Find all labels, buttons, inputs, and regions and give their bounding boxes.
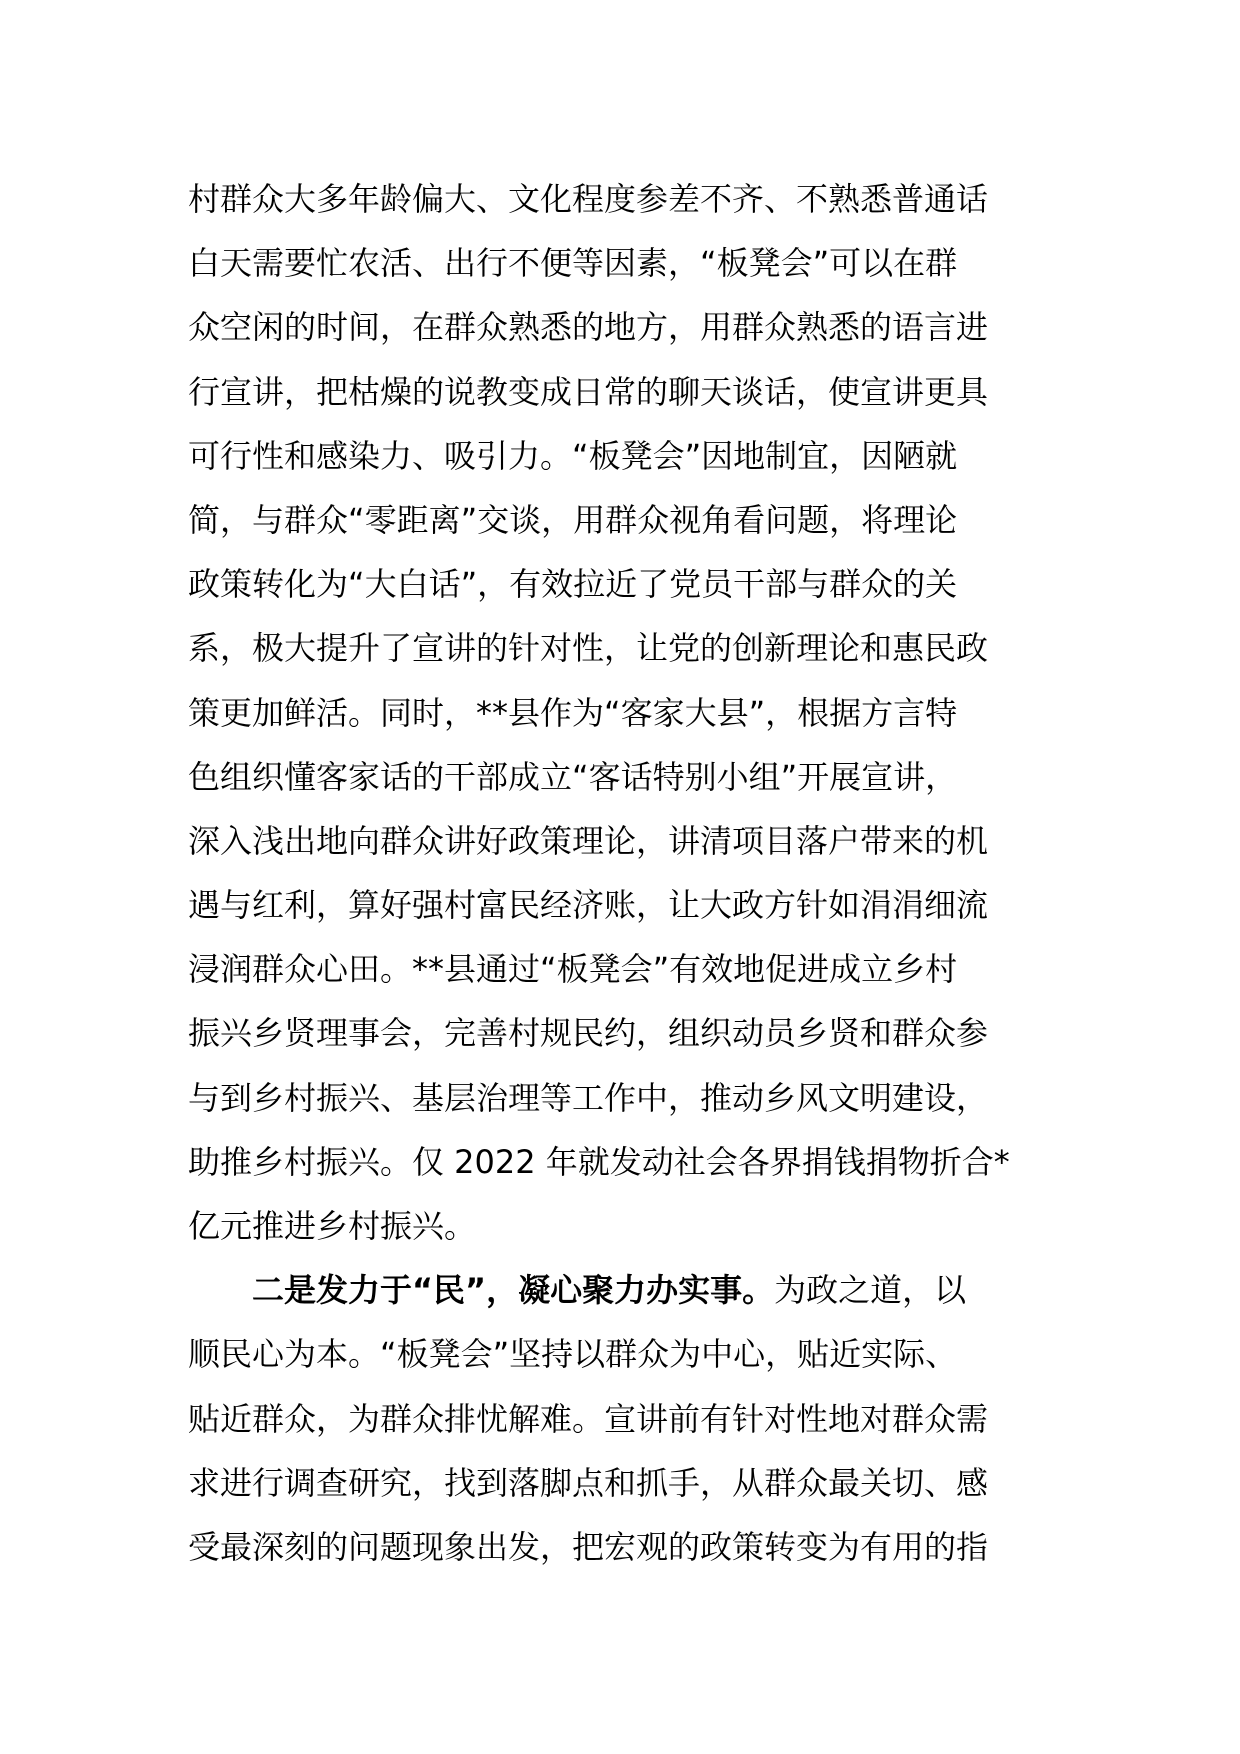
text-line: 助推乡村振兴。仅 2022 年就发动社会各界捐钱捐物折合* <box>188 1142 1010 1181</box>
text-line: 众空闲的时间，在群众熟悉的地方，用群众熟悉的语言进 <box>188 308 989 347</box>
text-line: 色组织懂客家话的干部成立“客话特别小组”开展宣讲， <box>188 757 958 796</box>
text-line: 振兴乡贤理事会，完善村规民约，组织动员乡贤和群众参 <box>188 1014 989 1053</box>
paragraph-heading: 二是发力于“民”，凝心聚力办实事。 <box>252 1271 775 1310</box>
paragraph-text: 为政之道，以 <box>774 1271 967 1310</box>
text-line: 村群众大多年龄偏大、文化程度参差不齐、不熟悉普通话 <box>188 180 989 218</box>
text-line: 求进行调查研究，找到落脚点和抓手，从群众最关切、感 <box>188 1463 989 1502</box>
text-line: 遇与红利，算好强村富民经济账，让大政方针如涓涓细流 <box>188 886 989 925</box>
text-line: 受最深刻的问题现象出发，把宏观的政策转变为有用的指 <box>188 1527 989 1566</box>
document-body <box>188 167 1058 1579</box>
text-line: 行宣讲，把枯燥的说教变成日常的聊天谈话，使宣讲更具 <box>188 372 989 411</box>
text-line: 系，极大提升了宣讲的针对性，让党的创新理论和惠民政 <box>188 629 989 668</box>
text-line: 浸润群众心田。**县通过“板凳会”有效地促进成立乡村 <box>188 950 958 989</box>
text-line: 深入浅出地向群众讲好政策理论，讲清项目落户带来的机 <box>188 821 989 860</box>
text-line: 简，与群众“零距离”交谈，用群众视角看问题，将理论 <box>188 500 958 539</box>
text-line: 与到乡村振兴、基层治理等工作中，推动乡风文明建设， <box>188 1078 989 1117</box>
text-line: 白天需要忙农活、出行不便等因素，“板凳会”可以在群 <box>188 244 958 283</box>
text-line: 策更加鲜活。同时，**县作为“客家大县”，根据方言特 <box>188 693 958 732</box>
text-line: 政策转化为“大白话”，有效拉近了党员干部与群众的关 <box>188 565 958 604</box>
paragraph-first-line <box>188 1258 1058 1322</box>
text-line: 顺民心为本。“板凳会”坚持以群众为中心，贴近实际、 <box>188 1335 958 1374</box>
text-line: 亿元推进乡村振兴。 <box>188 1207 477 1245</box>
text-line: 可行性和感染力、吸引力。“板凳会”因地制宜，因陋就 <box>188 436 958 475</box>
text-line: 贴近群众，为群众排忧解难。宣讲前有针对性地对群众需 <box>188 1399 989 1438</box>
